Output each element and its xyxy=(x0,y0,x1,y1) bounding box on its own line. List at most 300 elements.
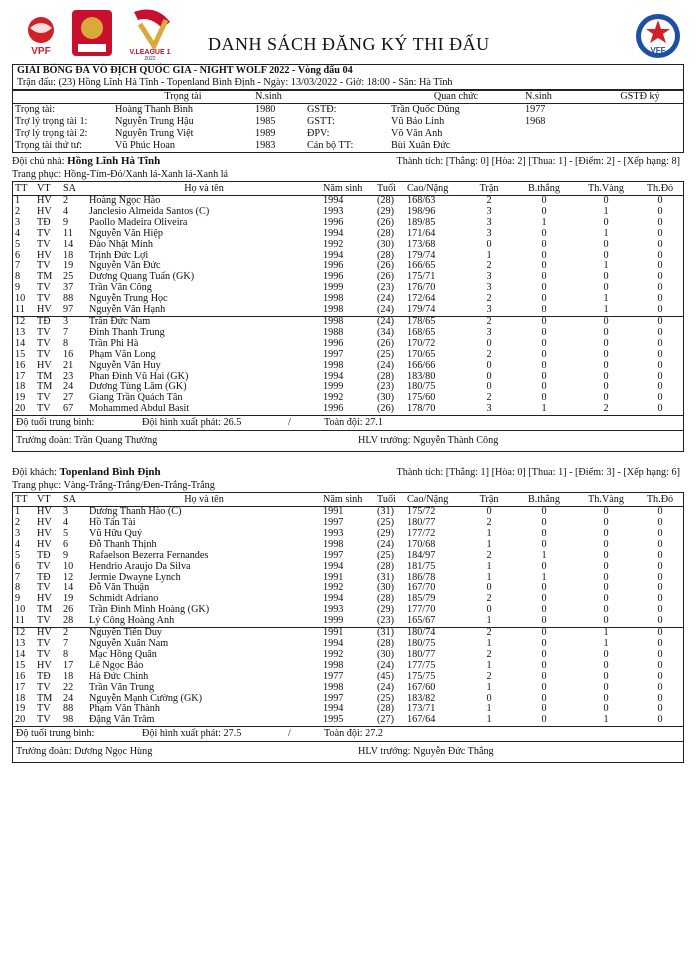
player-height-weight: 167/64 xyxy=(407,714,436,726)
player-red: 0 xyxy=(657,549,663,561)
officials-row xyxy=(13,104,684,117)
vleague-logo xyxy=(70,6,182,60)
roster-header-row xyxy=(13,493,684,507)
player-matches: 1 xyxy=(486,571,492,583)
player-tt: 8 xyxy=(15,271,21,283)
player-year: 1994 xyxy=(323,638,344,649)
player-height-weight: 180/75 xyxy=(407,638,436,649)
player-yellow: 0 xyxy=(603,249,609,261)
player-red: 0 xyxy=(657,659,663,671)
player-matches: 1 xyxy=(486,249,492,261)
player-height-weight: 166/66 xyxy=(407,359,436,371)
player-age: (24) xyxy=(377,681,394,693)
player-yellow: 0 xyxy=(603,359,609,371)
player-year: 1994 xyxy=(323,249,344,261)
player-yellow: 0 xyxy=(603,615,609,627)
player-goals: 0 xyxy=(541,517,547,529)
col-matches: Trận xyxy=(465,493,513,507)
player-goals: 0 xyxy=(541,227,547,239)
player-name: Trần Văn Công xyxy=(89,282,152,294)
player-year: 1988 xyxy=(323,326,344,338)
player-name: Hồ Tấn Tài xyxy=(89,517,136,529)
vleague-logo-text: V.LEAGUE 1 xyxy=(129,49,171,56)
player-yellow: 0 xyxy=(603,681,609,693)
officials-table xyxy=(12,90,684,153)
player-height-weight: 179/74 xyxy=(407,249,436,261)
player-position: TV xyxy=(37,403,51,415)
player-shirt: 19 xyxy=(63,593,74,605)
player-matches: 0 xyxy=(486,337,492,349)
player-height-weight: 183/80 xyxy=(407,370,436,382)
player-year: 1993 xyxy=(323,604,344,616)
col-yellow: Th.Vàng xyxy=(575,493,637,507)
player-year: 1992 xyxy=(323,392,344,404)
player-position: HV xyxy=(37,195,52,206)
player-year: 1998 xyxy=(323,304,344,316)
player-row xyxy=(13,616,684,627)
player-red: 0 xyxy=(657,282,663,294)
player-red: 0 xyxy=(657,714,663,726)
player-yellow: 1 xyxy=(603,205,609,217)
officials-role2: ĐPV: xyxy=(307,128,330,139)
player-goals: 0 xyxy=(541,692,547,704)
player-height-weight: 170/72 xyxy=(407,337,436,349)
player-tt: 3 xyxy=(15,527,21,539)
player-shirt: 37 xyxy=(63,282,74,294)
player-position: TM xyxy=(37,692,53,704)
player-name: Dương Tùng Lâm (GK) xyxy=(89,381,187,393)
player-year: 1999 xyxy=(323,615,344,627)
player-position: TV xyxy=(37,615,51,627)
player-shirt: 17 xyxy=(63,659,74,671)
player-position: HV xyxy=(37,205,52,217)
officials-role: Trọng tài: xyxy=(15,104,56,115)
player-tt: 2 xyxy=(15,205,21,217)
player-year: 1996 xyxy=(323,403,344,415)
player-year: 1991 xyxy=(323,506,344,518)
player-year: 1998 xyxy=(323,359,344,371)
player-yellow: 1 xyxy=(603,638,609,649)
player-tt: 13 xyxy=(15,326,26,338)
home-staff-table xyxy=(12,431,684,452)
player-age: (30) xyxy=(377,238,394,250)
player-name: Mohammed Abdul Basit xyxy=(89,403,190,415)
player-red: 0 xyxy=(657,506,663,518)
player-age: (31) xyxy=(377,506,394,518)
player-red: 0 xyxy=(657,293,663,305)
col-tt: TT xyxy=(13,182,36,196)
player-shirt: 24 xyxy=(63,381,74,393)
player-height-weight: 175/72 xyxy=(407,506,436,518)
player-row xyxy=(13,350,684,361)
player-shirt: 26 xyxy=(63,604,74,616)
player-row xyxy=(13,683,684,694)
player-red: 0 xyxy=(657,304,663,316)
player-name: Nguyễn Xuân Nam xyxy=(89,638,169,649)
player-shirt: 88 xyxy=(63,293,74,305)
player-position: TV xyxy=(37,638,51,649)
player-position: TV xyxy=(37,681,51,693)
player-position: HV xyxy=(35,628,61,639)
away-team-label: Đội khách: xyxy=(12,467,57,479)
vff-logo-text: VFF xyxy=(650,46,666,55)
player-height-weight: 177/70 xyxy=(407,604,436,616)
player-name: Vũ Hữu Quý xyxy=(89,527,143,539)
officials-name2: Võ Văn Anh xyxy=(391,128,443,139)
player-position: TV xyxy=(37,392,51,404)
away-age-start: Đội hình xuất phát: 27.5 xyxy=(142,728,242,740)
player-shirt: 25 xyxy=(63,271,74,283)
player-goals: 0 xyxy=(541,638,547,649)
player-height-weight: 198/96 xyxy=(407,205,436,217)
player-shirt: 10 xyxy=(63,560,74,572)
player-shirt: 8 xyxy=(63,337,69,349)
player-tt: 19 xyxy=(15,703,26,715)
document-title: DANH SÁCH ĐĂNG KÝ THI ĐẤU xyxy=(208,34,490,54)
player-tt: 14 xyxy=(15,337,26,349)
player-age: (26) xyxy=(377,271,394,283)
player-row xyxy=(13,361,684,372)
player-age: (27) xyxy=(377,714,394,726)
player-age: (25) xyxy=(377,348,394,360)
player-position: TV xyxy=(37,337,51,349)
player-matches: 2 xyxy=(486,549,492,561)
player-yellow: 0 xyxy=(603,282,609,294)
player-red: 0 xyxy=(657,648,663,660)
player-goals: 0 xyxy=(541,359,547,371)
player-goals: 1 xyxy=(541,403,547,415)
officials-name: Vũ Phúc Hoan xyxy=(115,140,175,151)
player-position: TV xyxy=(37,227,51,239)
player-goals: 0 xyxy=(541,582,547,594)
player-yellow: 1 xyxy=(603,304,609,316)
player-red: 0 xyxy=(657,370,663,382)
player-goals: 0 xyxy=(541,560,547,572)
player-age: (24) xyxy=(377,538,394,550)
player-height-weight: 170/68 xyxy=(407,538,436,550)
player-shirt: 97 xyxy=(63,304,74,316)
player-row xyxy=(13,240,684,251)
player-goals: 0 xyxy=(541,615,547,627)
player-height-weight: 167/60 xyxy=(407,681,436,693)
player-name: Trần Đình Minh Hoàng (GK) xyxy=(89,604,210,616)
player-shirt: 19 xyxy=(63,260,74,272)
player-yellow: 1 xyxy=(603,227,609,239)
player-position: HV xyxy=(37,249,52,261)
player-red: 0 xyxy=(657,227,663,239)
player-yellow: 0 xyxy=(603,326,609,338)
player-position: TM xyxy=(37,271,53,283)
player-shirt: 9 xyxy=(63,216,69,228)
player-red: 0 xyxy=(657,692,663,704)
officials-role2: GSTT: xyxy=(307,116,335,127)
player-matches: 0 xyxy=(486,506,492,518)
player-yellow: 0 xyxy=(603,549,609,561)
player-tt: 6 xyxy=(15,560,21,572)
vpf-logo-text: VPF xyxy=(31,46,51,56)
col-red: Th.Đỏ xyxy=(637,182,684,196)
player-tt: 9 xyxy=(15,593,21,605)
player-red: 0 xyxy=(657,703,663,715)
player-red: 0 xyxy=(657,195,663,206)
player-matches: 0 xyxy=(486,604,492,616)
player-name: Phạm Văn Long xyxy=(89,348,156,360)
player-tt: 5 xyxy=(15,549,21,561)
player-year: 1992 xyxy=(323,582,344,594)
player-yellow: 0 xyxy=(603,392,609,404)
player-height-weight: 180/75 xyxy=(407,381,436,393)
officials-name2: Bùi Xuân Đức xyxy=(391,140,451,151)
officials-role2: Cán bộ TT: xyxy=(307,140,354,151)
player-year: 1994 xyxy=(323,227,344,239)
home-age-start: Đội hình xuất phát: 26.5 xyxy=(142,417,242,429)
away-team-kit: Trang phục: Vàng-Trắng-Trắng/Đen-Trắng-Trắng xyxy=(12,480,215,492)
player-height-weight: 183/82 xyxy=(407,692,436,704)
player-red: 0 xyxy=(657,560,663,572)
player-shirt: 4 xyxy=(63,205,69,217)
player-position: TĐ xyxy=(35,316,61,327)
player-yellow: 0 xyxy=(603,337,609,349)
player-tt: 19 xyxy=(15,392,26,404)
col-matches: Trận xyxy=(465,182,513,196)
player-yellow: 0 xyxy=(603,195,609,206)
player-name: Đào Nhật Minh xyxy=(89,238,153,250)
officials-role: Trợ lý trọng tài 1: xyxy=(15,116,88,127)
player-shirt: 23 xyxy=(63,370,74,382)
player-goals: 0 xyxy=(541,670,547,682)
player-year: 1999 xyxy=(323,282,344,294)
player-age: (26) xyxy=(377,216,394,228)
player-tt: 4 xyxy=(15,538,21,550)
player-goals: 0 xyxy=(541,205,547,217)
player-matches: 3 xyxy=(486,227,492,239)
officials-head-sign: GSTĐ ký xyxy=(597,91,684,104)
col-red: Th.Đỏ xyxy=(637,493,684,507)
player-age: (24) xyxy=(377,659,394,671)
player-yellow: 0 xyxy=(603,648,609,660)
player-yellow: 1 xyxy=(603,260,609,272)
player-goals: 0 xyxy=(541,260,547,272)
player-red: 0 xyxy=(657,681,663,693)
away-roster-table xyxy=(12,492,684,727)
player-position: HV xyxy=(37,527,52,539)
player-height-weight: 185/79 xyxy=(407,593,436,605)
player-red: 0 xyxy=(657,517,663,529)
player-height-weight: 177/72 xyxy=(407,527,436,539)
player-position: TĐ xyxy=(37,216,51,228)
player-shirt: 2 xyxy=(63,195,69,206)
player-age: (24) xyxy=(377,304,394,316)
player-height-weight: 165/67 xyxy=(407,615,436,627)
player-name: Nguyễn Tiến Duy xyxy=(87,628,321,639)
col-year: Năm sinh xyxy=(321,182,375,196)
player-red: 0 xyxy=(657,582,663,594)
player-goals: 0 xyxy=(541,348,547,360)
player-goals: 0 xyxy=(513,316,575,327)
player-matches: 2 xyxy=(465,316,513,327)
player-position: HV xyxy=(37,506,52,518)
player-red: 0 xyxy=(657,348,663,360)
player-name: Lê Ngọc Bảo xyxy=(89,659,144,671)
player-age: (26) xyxy=(377,260,394,272)
player-position: TĐ xyxy=(37,571,51,583)
player-name: Dương Quang Tuấn (GK) xyxy=(89,271,195,283)
player-height-weight: 168/63 xyxy=(407,195,436,206)
player-goals: 0 xyxy=(541,681,547,693)
player-year: 1992 xyxy=(323,648,344,660)
player-yellow: 1 xyxy=(575,628,637,639)
player-position: TV xyxy=(37,348,51,360)
player-goals: 0 xyxy=(541,326,547,338)
player-yellow: 0 xyxy=(603,692,609,704)
player-age: (25) xyxy=(377,517,394,529)
player-shirt: 7 xyxy=(63,638,69,649)
player-name: Lý Công Hoàng Anh xyxy=(89,615,175,627)
player-height-weight: 171/64 xyxy=(407,227,436,239)
player-age: (28) xyxy=(377,195,394,206)
player-year: 1996 xyxy=(323,337,344,349)
officials-year2 xyxy=(523,128,597,140)
player-height-weight: 177/75 xyxy=(407,659,436,671)
player-red: 0 xyxy=(657,604,663,616)
player-age: (45) xyxy=(377,670,394,682)
player-age: (28) xyxy=(377,560,394,572)
player-matches: 0 xyxy=(486,582,492,594)
officials-year2: 1968 xyxy=(525,116,546,127)
player-age: (28) xyxy=(377,249,394,261)
player-row xyxy=(13,404,684,415)
player-goals: 0 xyxy=(541,304,547,316)
officials-name: Nguyễn Trung Hậu xyxy=(115,116,194,127)
col-name: Họ và tên xyxy=(87,182,321,196)
player-red: 0 xyxy=(657,381,663,393)
officials-year2: 1977 xyxy=(525,104,546,115)
officials-name2: Vũ Bảo Linh xyxy=(391,116,445,127)
player-year: 1993 xyxy=(323,527,344,539)
player-name: Rafaelson Bezerra Fernandes xyxy=(89,549,209,561)
home-manager: Trưởng đoàn: Trần Quang Thưởng xyxy=(16,435,158,447)
player-position: TV xyxy=(37,326,51,338)
player-year: 1997 xyxy=(323,517,344,529)
player-position: TV xyxy=(37,714,51,726)
player-position: TĐ xyxy=(37,670,51,682)
player-red: 0 xyxy=(637,316,684,327)
col-goals: B.thắng xyxy=(513,493,575,507)
player-name: Nguyễn Mạnh Cường (GK) xyxy=(89,692,203,704)
away-coach: HLV trưởng: Nguyễn Đức Thắng xyxy=(358,746,494,758)
player-height-weight: 180/77 xyxy=(407,648,436,660)
player-age: (25) xyxy=(377,692,394,704)
player-tt: 18 xyxy=(15,381,26,393)
player-matches: 1 xyxy=(486,527,492,539)
player-red: 0 xyxy=(657,571,663,583)
col-sa: SA xyxy=(61,493,87,507)
vpf-logo xyxy=(20,14,62,56)
col-vt: VT xyxy=(35,182,61,196)
officials-head-official: Quan chức xyxy=(389,91,523,104)
player-shirt: 22 xyxy=(63,681,74,693)
player-matches: 1 xyxy=(486,681,492,693)
player-shirt: 27 xyxy=(63,392,74,404)
home-age-row xyxy=(13,416,684,431)
home-team-kit: Trang phục: Hồng-Tím-Đỏ/Xanh lá-Xanh lá-Xanh lá xyxy=(12,169,229,180)
player-red: 0 xyxy=(657,260,663,272)
player-red: 0 xyxy=(657,670,663,682)
player-position: HV xyxy=(37,593,52,605)
player-name: Schmidt Adriano xyxy=(89,593,159,605)
player-shirt: 14 xyxy=(63,238,74,250)
player-matches: 2 xyxy=(486,593,492,605)
player-shirt: 5 xyxy=(63,527,69,539)
col-sa: SA xyxy=(61,182,87,196)
player-matches: 2 xyxy=(486,648,492,660)
player-shirt: 2 xyxy=(61,628,87,639)
player-matches: 2 xyxy=(486,348,492,360)
player-position: TV xyxy=(37,260,51,272)
player-yellow: 0 xyxy=(603,604,609,616)
player-position: TV xyxy=(37,293,51,305)
player-position: TV xyxy=(37,560,51,572)
player-matches: 0 xyxy=(486,381,492,393)
player-height-weight: 180/74 xyxy=(405,628,465,639)
player-red: 0 xyxy=(657,538,663,550)
player-matches: 0 xyxy=(486,238,492,250)
player-row xyxy=(13,672,684,683)
player-goals: 0 xyxy=(541,714,547,726)
player-name: Nguyễn Văn Hạnh xyxy=(89,304,166,316)
officials-role: Trọng tài thứ tư: xyxy=(15,140,82,151)
away-age-row xyxy=(13,727,684,742)
player-yellow: 0 xyxy=(603,703,609,715)
player-year: 1998 xyxy=(323,293,344,305)
player-tt: 12 xyxy=(13,628,36,639)
col-age: Tuổi xyxy=(375,182,405,196)
player-shirt: 3 xyxy=(63,506,69,518)
player-age: (29) xyxy=(377,205,394,217)
player-name: Janclesio Almeida Santos (C) xyxy=(89,205,210,217)
player-height-weight: 180/77 xyxy=(407,517,436,529)
player-year: 1994 xyxy=(323,195,344,206)
player-year: 1995 xyxy=(323,714,344,726)
player-year: 1991 xyxy=(323,571,344,583)
player-age: (25) xyxy=(377,549,394,561)
player-matches: 2 xyxy=(486,670,492,682)
player-goals: 0 xyxy=(541,392,547,404)
officials-year2 xyxy=(523,140,597,153)
officials-head-born: N.sinh xyxy=(253,91,305,104)
player-age: (31) xyxy=(377,571,394,583)
player-position: TM xyxy=(37,381,53,393)
player-red: 0 xyxy=(657,326,663,338)
player-tt: 14 xyxy=(15,648,26,660)
player-matches: 0 xyxy=(486,692,492,704)
player-name: Phạm Văn Thành xyxy=(89,703,160,715)
player-yellow: 0 xyxy=(603,506,609,518)
player-age: (23) xyxy=(377,615,394,627)
player-matches: 3 xyxy=(486,304,492,316)
player-red: 0 xyxy=(657,238,663,250)
player-matches: 2 xyxy=(486,392,492,404)
officials-row xyxy=(13,128,684,140)
player-yellow: 0 xyxy=(603,670,609,682)
player-name: Jermie Dwayne Lynch xyxy=(89,571,181,583)
player-name: Trịnh Đức Lợi xyxy=(89,249,149,261)
player-goals: 1 xyxy=(541,216,547,228)
player-age: (28) xyxy=(377,593,394,605)
player-yellow: 0 xyxy=(603,593,609,605)
player-name: Đặng Văn Trâm xyxy=(89,714,155,726)
player-position: HV xyxy=(37,659,52,671)
